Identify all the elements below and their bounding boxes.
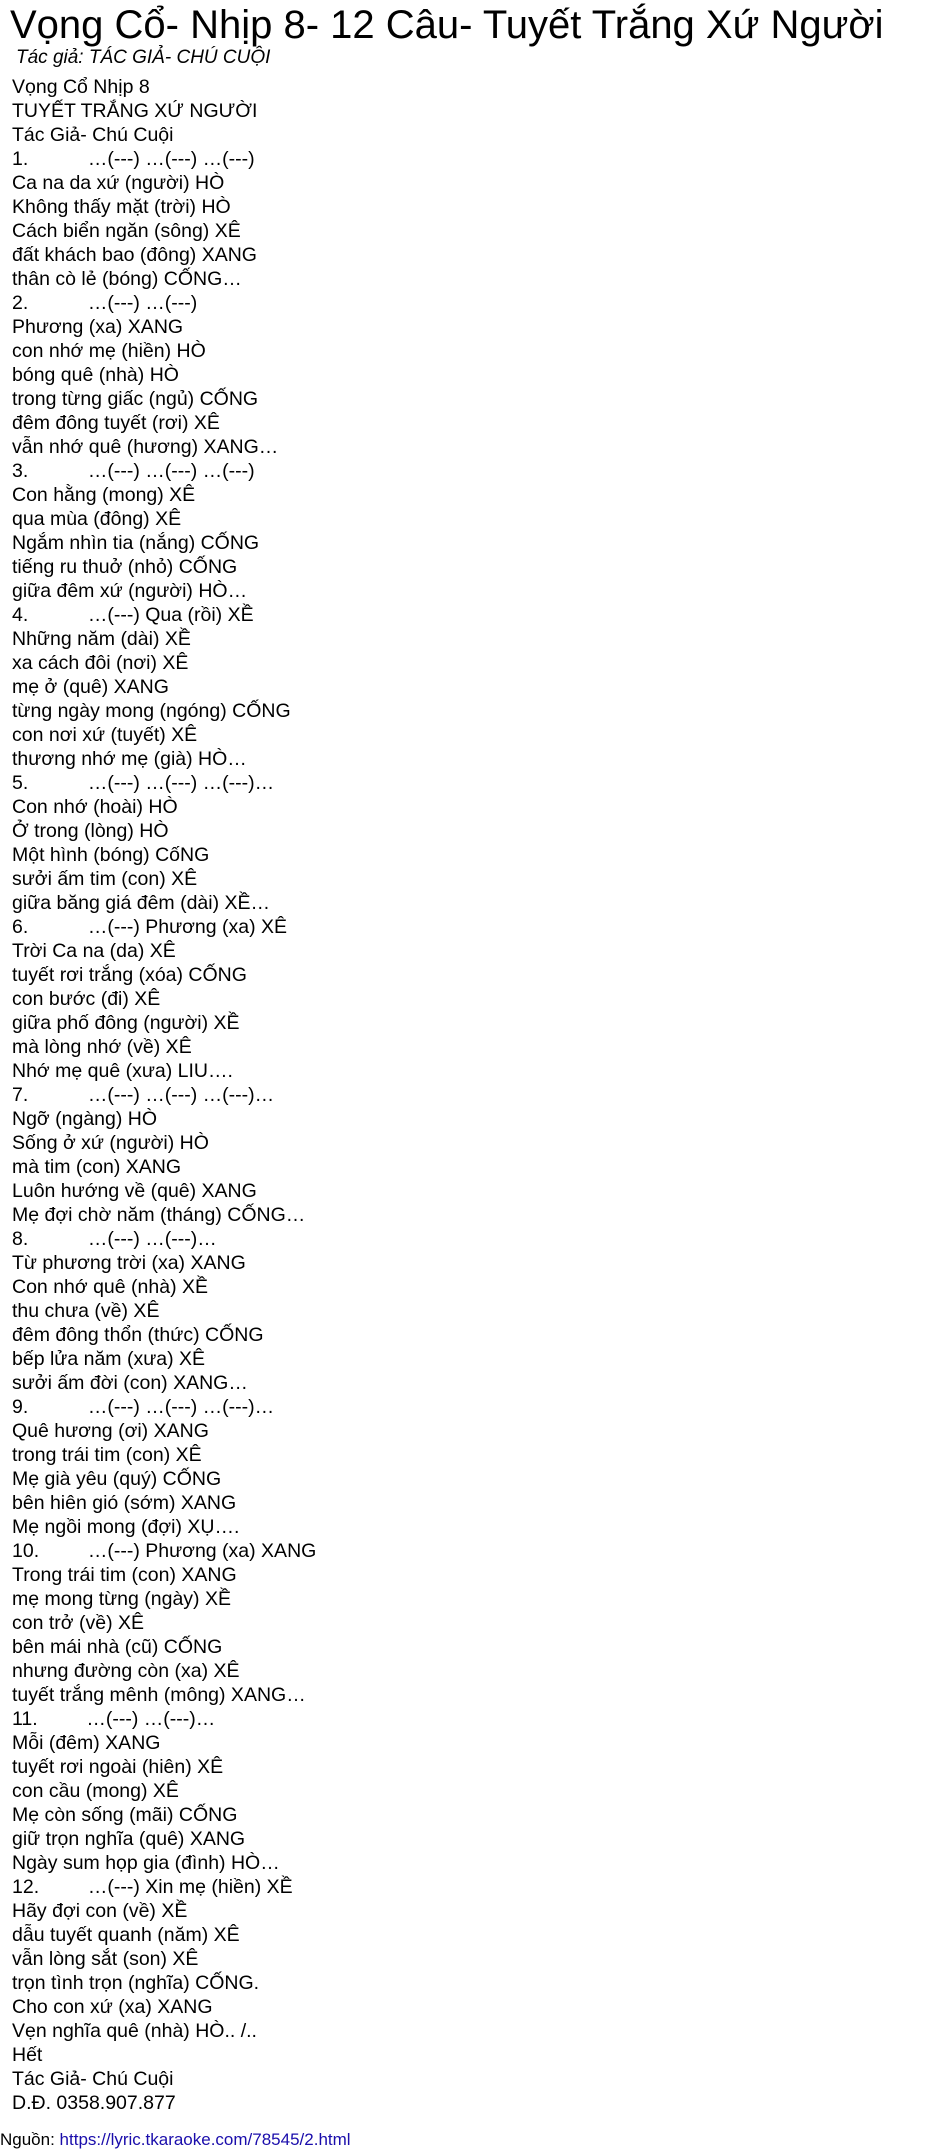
lyric-line: 6. …(---) Phương (xa) XÊ: [12, 916, 288, 938]
lyric-line: Con nhớ (hoài) HÒ: [12, 796, 178, 818]
lyric-line: thương nhớ mẹ (già) HÒ…: [12, 748, 247, 770]
lyric-line: giữa phố đông (người) XỀ: [12, 1012, 240, 1034]
lyric-line: Từ phương trời (xa) XANG: [12, 1252, 246, 1274]
lyric-line: con nơi xứ (tuyết) XÊ: [12, 724, 198, 746]
lyric-line: vẫn lòng sắt (son) XÊ: [12, 1948, 199, 1970]
lyric-line: Vẹn nghĩa quê (nhà) HÒ.. /..: [12, 2020, 257, 2042]
lyrics-body: [12, 75, 316, 2115]
lyric-line: Con nhớ quê (nhà) XỀ: [12, 1276, 208, 1298]
lyric-line: Hãy đợi con (về) XỀ: [12, 1900, 188, 1922]
lyric-line: Tác Giả- Chú Cuội: [12, 2068, 174, 2090]
lyric-line: Mẹ ngồi mong (đợi) XỤ….: [12, 1516, 240, 1538]
lyric-line: Ở trong (lòng) HÒ: [12, 820, 169, 842]
lyric-line: từng ngày mong (ngóng) CỐNG: [12, 700, 291, 722]
lyric-line: trọn tình trọn (nghĩa) CỐNG.: [12, 1972, 260, 1994]
lyric-line: đêm đông tuyết (rơi) XÊ: [12, 412, 220, 434]
lyric-line: thu chưa (về) XÊ: [12, 1300, 160, 1322]
lyric-line: Không thấy mặt (trời) HÒ: [12, 196, 231, 218]
lyric-line: dẫu tuyết quanh (năm) XÊ: [12, 1924, 240, 1946]
source-link[interactable]: https://lyric.tkaraoke.com/78545/2.html: [59, 2130, 351, 2149]
lyric-line: 1. …(---) …(---) …(---): [12, 148, 255, 170]
lyric-line: bếp lửa năm (xưa) XÊ: [12, 1348, 206, 1370]
lyric-line: Trong trái tim (con) XANG: [12, 1564, 237, 1586]
lyric-line: 5. …(---) …(---) …(---)…: [12, 772, 275, 794]
lyric-line: con nhớ mẹ (hiền) HÒ: [12, 340, 206, 362]
lyric-line: con bước (đi) XÊ: [12, 988, 161, 1010]
lyric-line: sưởi ấm tim (con) XÊ: [12, 868, 198, 890]
lyric-line: mà tim (con) XANG: [12, 1156, 182, 1178]
lyric-line: Hết: [12, 2044, 43, 2066]
lyric-line: tuyết rơi trắng (xóa) CỐNG: [12, 964, 247, 986]
lyric-line: Một hình (bóng) CốNG: [12, 844, 210, 866]
lyric-line: 2. …(---) …(---): [12, 292, 198, 314]
lyric-line: Ngày sum họp gia (đình) HÒ…: [12, 1852, 280, 1874]
lyric-line: Ngỡ (ngàng) HÒ: [12, 1108, 158, 1130]
lyric-line: Vọng Cổ Nhịp 8: [12, 76, 150, 98]
lyric-line: Con hằng (mong) XÊ: [12, 484, 196, 506]
lyric-line: 12. …(---) Xin mẹ (hiền) XỀ: [12, 1876, 293, 1898]
lyric-line: 3. …(---) …(---) …(---): [12, 460, 255, 482]
lyric-line: giữ trọn nghĩa (quê) XANG: [12, 1828, 246, 1850]
lyric-line: Ca na da xứ (người) HÒ: [12, 172, 225, 194]
source-line: [0, 2129, 351, 2151]
lyric-line: Mẹ còn sống (mãi) CỐNG: [12, 1804, 238, 1826]
lyric-line: Mẹ đợi chờ năm (tháng) CỐNG…: [12, 1204, 306, 1226]
lyric-line: sưởi ấm đời (con) XANG…: [12, 1372, 248, 1394]
lyric-line: mà lòng nhớ (về) XÊ: [12, 1036, 192, 1058]
lyric-line: Quê hương (ơi) XANG: [12, 1420, 209, 1442]
lyric-line: Trời Ca na (da) XÊ: [12, 940, 176, 962]
lyric-line: Sống ở xứ (người) HÒ: [12, 1132, 209, 1154]
lyric-line: 4. …(---) Qua (rồi) XỀ: [12, 604, 254, 626]
lyric-line: Cách biển ngăn (sông) XÊ: [12, 220, 241, 242]
lyric-line: giữa đêm xứ (người) HÒ…: [12, 580, 248, 602]
lyric-line: Mẹ già yêu (quý) CỐNG: [12, 1468, 222, 1490]
lyric-line: đêm đông thổn (thức) CỐNG: [12, 1324, 264, 1346]
lyric-line: qua mùa (đông) XÊ: [12, 508, 182, 530]
lyric-line: thân cò lẻ (bóng) CỐNG…: [12, 268, 242, 290]
lyric-line: 7. …(---) …(---) …(---)…: [12, 1084, 275, 1106]
lyric-line: Mỗi (đêm) XANG: [12, 1732, 161, 1754]
lyric-line: giữa băng giá đêm (dài) XỀ…: [12, 892, 271, 914]
lyric-line: trong trái tim (con) XÊ: [12, 1444, 202, 1466]
lyric-line: tuyết trắng mênh (mông) XANG…: [12, 1684, 306, 1706]
lyric-line: 10. …(---) Phương (xa) XANG: [12, 1540, 317, 1562]
lyric-line: bên mái nhà (cũ) CỐNG: [12, 1636, 223, 1658]
lyric-line: tuyết rơi ngoài (hiên) XÊ: [12, 1756, 224, 1778]
song-title: Vọng Cổ- Nhịp 8- 12 Câu- Tuyết Trắng Xứ Người: [10, 3, 884, 47]
lyric-line: Ngắm nhìn tia (nắng) CỐNG: [12, 532, 260, 554]
lyric-line: D.Đ. 0358.907.877: [12, 2092, 176, 2114]
lyric-line: TUYẾT TRẮNG XỨ NGƯỜI: [12, 100, 258, 122]
lyric-line: vẫn nhớ quê (hương) XANG…: [12, 436, 279, 458]
lyric-line: con trở (về) XÊ: [12, 1612, 144, 1634]
lyric-line: 8. …(---) …(---)…: [12, 1228, 217, 1250]
lyric-line: Luôn hướng về (quê) XANG: [12, 1180, 257, 1202]
source-label: Nguồn:: [0, 2130, 60, 2149]
lyric-line: tiếng ru thuở (nhỏ) CỐNG: [12, 556, 238, 578]
lyric-line: Phương (xa) XANG: [12, 316, 184, 338]
lyric-line: Những năm (dài) XỀ: [12, 628, 191, 650]
lyric-line: nhưng đường còn (xa) XÊ: [12, 1660, 240, 1682]
author-line: Tác giả: TÁC GIẢ- CHÚ CUỘI: [16, 47, 271, 68]
lyric-line: bóng quê (nhà) HÒ: [12, 364, 179, 386]
lyric-line: trong từng giấc (ngủ) CỐNG: [12, 388, 259, 410]
lyric-line: Tác Giả- Chú Cuội: [12, 124, 174, 146]
lyric-line: bên hiên gió (sớm) XANG: [12, 1492, 237, 1514]
lyric-line: 9. …(---) …(---) …(---)…: [12, 1396, 275, 1418]
lyric-line: đất khách bao (đông) XANG: [12, 244, 257, 266]
lyric-line: Nhớ mẹ quê (xưa) LIU….: [12, 1060, 233, 1082]
lyric-line: Cho con xứ (xa) XANG: [12, 1996, 213, 2018]
lyric-line: mẹ mong từng (ngày) XỀ: [12, 1588, 231, 1610]
lyric-line: con cầu (mong) XÊ: [12, 1780, 179, 1802]
lyric-line: mẹ ở (quê) XANG: [12, 676, 169, 698]
lyric-line: xa cách đôi (nơi) XÊ: [12, 652, 189, 674]
lyric-line: 11. …(---) …(---)…: [12, 1708, 216, 1730]
